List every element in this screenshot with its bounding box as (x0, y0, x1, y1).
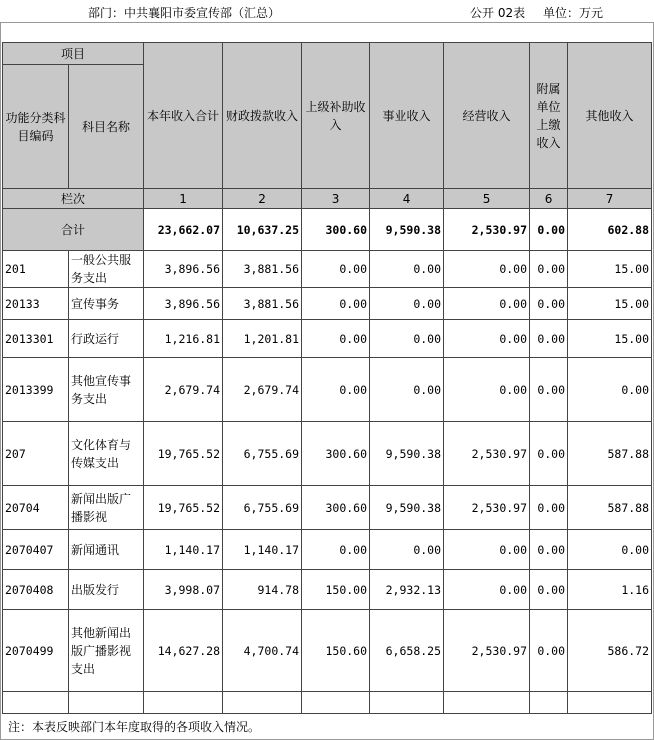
row-subject-name: 行政运行 (69, 320, 144, 358)
row-value: 587.88 (568, 422, 652, 486)
row-code: 2070408 (3, 570, 69, 610)
row-value: 3,998.07 (144, 570, 223, 610)
row-value: 6,755.69 (223, 486, 302, 530)
row-value: 0.00 (444, 320, 530, 358)
row-value: 1,140.17 (223, 530, 302, 570)
col-header-fiscal: 财政拨款收入 (223, 43, 302, 189)
row-value: 15.00 (568, 288, 652, 320)
row-value: 1.16 (568, 570, 652, 610)
table-row (3, 320, 652, 358)
row-subject-name: 一般公共服务支出 (69, 251, 144, 288)
row-value: 15.00 (568, 251, 652, 288)
row-value: 0.00 (530, 610, 568, 692)
row-subject-name: 新闻出版广播影视 (69, 486, 144, 530)
total-cell: 300.60 (302, 209, 370, 251)
row-value: 0.00 (302, 358, 370, 422)
row-value: 0.00 (444, 358, 530, 422)
row-code: 2013301 (3, 320, 69, 358)
row-value: 0.00 (302, 320, 370, 358)
row-value: 3,896.56 (144, 288, 223, 320)
table-row (3, 288, 652, 320)
col-header-business: 事业收入 (370, 43, 444, 189)
row-value: 0.00 (370, 530, 444, 570)
table-row (3, 570, 652, 610)
row-value: 0.00 (530, 251, 568, 288)
row-value: 0.00 (530, 358, 568, 422)
row-value: 150.00 (302, 570, 370, 610)
row-code: 2070407 (3, 530, 69, 570)
row-value: 14,627.28 (144, 610, 223, 692)
row-value: 1,201.81 (223, 320, 302, 358)
row-value: 2,679.74 (144, 358, 223, 422)
total-label: 合计 (3, 209, 144, 251)
row-value: 3,881.56 (223, 251, 302, 288)
row-value: 150.60 (302, 610, 370, 692)
table-row (3, 251, 652, 288)
report-header (0, 0, 654, 24)
row-value: 2,679.74 (223, 358, 302, 422)
total-cell: 10,637.25 (223, 209, 302, 251)
row-value: 0.00 (370, 251, 444, 288)
row-code: 201 (3, 251, 69, 288)
row-subject-name: 文化体育与传媒支出 (69, 422, 144, 486)
row-value: 0.00 (370, 358, 444, 422)
row-value: 0.00 (302, 530, 370, 570)
row-value: 4,700.74 (223, 610, 302, 692)
table-row (3, 486, 652, 530)
col-index: 5 (444, 189, 530, 209)
row-value: 586.72 (568, 610, 652, 692)
row-value: 2,530.97 (444, 486, 530, 530)
form-number: 公开 02表 (470, 6, 526, 20)
total-cell: 23,662.07 (144, 209, 223, 251)
row-value: 2,530.97 (444, 610, 530, 692)
empty-row (3, 692, 652, 714)
row-value: 0.00 (530, 422, 568, 486)
row-value: 19,765.52 (144, 486, 223, 530)
col-header-name: 科目名称 (69, 65, 144, 189)
row-value: 2,530.97 (444, 422, 530, 486)
row-value: 1,140.17 (144, 530, 223, 570)
row-value: 0.00 (530, 288, 568, 320)
row-value: 300.60 (302, 486, 370, 530)
row-value: 0.00 (302, 251, 370, 288)
row-subject-name: 宣传事务 (69, 288, 144, 320)
row-subject-name: 新闻通讯 (69, 530, 144, 570)
row-value: 3,881.56 (223, 288, 302, 320)
row-value: 0.00 (530, 486, 568, 530)
row-value: 0.00 (530, 320, 568, 358)
col-header-operating: 经营收入 (444, 43, 530, 189)
table-row (3, 610, 652, 692)
col-index: 4 (370, 189, 444, 209)
row-value: 914.78 (223, 570, 302, 610)
col-index: 6 (530, 189, 568, 209)
row-subject-name: 其他宣传事务支出 (69, 358, 144, 422)
table-note: 注：本表反映部门本年度取得的各项收入情况。 (8, 720, 261, 734)
col-index: 3 (302, 189, 370, 209)
row-value: 0.00 (568, 530, 652, 570)
table-row (3, 422, 652, 486)
row-value: 0.00 (530, 530, 568, 570)
col-index: 2 (223, 189, 302, 209)
col-header-total: 本年收入合计 (144, 43, 223, 189)
row-value: 9,590.38 (370, 422, 444, 486)
col-header-superior: 上级补助收入 (302, 43, 370, 189)
col-header-code: 功能分类科目编码 (3, 65, 69, 189)
table-row (3, 358, 652, 422)
unit-label: 单位：万元 (543, 6, 604, 20)
row-value: 0.00 (444, 288, 530, 320)
row-code: 2013399 (3, 358, 69, 422)
row-code: 2070499 (3, 610, 69, 692)
row-value: 0.00 (370, 320, 444, 358)
col-index: 1 (144, 189, 223, 209)
total-cell: 0.00 (530, 209, 568, 251)
row-value: 6,755.69 (223, 422, 302, 486)
row-code: 20133 (3, 288, 69, 320)
col-header-affiliated: 附属单位上缴收入 (530, 43, 568, 189)
row-value: 3,896.56 (144, 251, 223, 288)
row-value: 0.00 (444, 530, 530, 570)
row-value: 0.00 (370, 288, 444, 320)
row-value: 300.60 (302, 422, 370, 486)
row-subject-name: 其他新闻出版广播影视支出 (69, 610, 144, 692)
department-label: 部门：中共襄阳市委宣传部（汇总） (88, 6, 281, 20)
income-table (2, 42, 652, 714)
table-row (3, 530, 652, 570)
row-value: 19,765.52 (144, 422, 223, 486)
row-value: 9,590.38 (370, 486, 444, 530)
row-value: 15.00 (568, 320, 652, 358)
row-subject-name: 出版发行 (69, 570, 144, 610)
row-value: 0.00 (444, 570, 530, 610)
col-header-other: 其他收入 (568, 43, 652, 189)
row-code: 20704 (3, 486, 69, 530)
row-index-label: 栏次 (3, 189, 144, 209)
row-value: 0.00 (302, 288, 370, 320)
row-code: 207 (3, 422, 69, 486)
row-value: 0.00 (530, 570, 568, 610)
row-value: 587.88 (568, 486, 652, 530)
row-value: 6,658.25 (370, 610, 444, 692)
row-value: 2,932.13 (370, 570, 444, 610)
row-value: 0.00 (444, 251, 530, 288)
row-value: 1,216.81 (144, 320, 223, 358)
total-cell: 602.88 (568, 209, 652, 251)
row-value: 0.00 (568, 358, 652, 422)
item-header: 项目 (3, 43, 144, 65)
total-cell: 9,590.38 (370, 209, 444, 251)
col-index: 7 (568, 189, 652, 209)
total-cell: 2,530.97 (444, 209, 530, 251)
total-row (3, 209, 652, 251)
